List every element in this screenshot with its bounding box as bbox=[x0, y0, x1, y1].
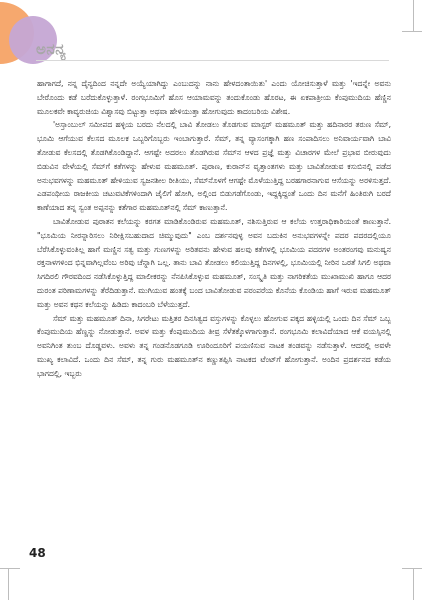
body-paragraph: ಬಾವಿತೋಡುವ ಪುರಾತನ ಕಲೆಯನ್ನು ಕರಗತ ಮಾಡಿಕೊಂಡಿರುವ ಮಹಮೂತ್, ನಶಿಸುತ್ತಿರುವ ಆ ಕಲೆಯ ಉತ್ತರಾಧಿಕಾರಿಯಂತೆ ಕಾಣುತ್ತಾನೆ. "ಭೂಮಿಯ ನೀರನ್ನಾರಿಸಲು ನಿರೀಕ್ಷಿಸಬಹುದಾದ ಚಿಮ್ಮುವುದು" ಎಂಬ ದರ್ಶನವುಳ್ಳ ಅವನ ಬದುಕಿನ ಅನುಭವಗಳನ್ನೇ ಪದರ ಪದರದಲ್ಲಿಯೂ ಬೆರೆಸಿಕೊಳ್ಳುವಂತಿಲ್ಲ ಹಾಗೆ ಮಣ್ಣಿನ ಸತ್ವ ಮತ್ತು ಗುಣಗಳನ್ನು ಅರಿತವನು ಹೇಳುವ ಹಲವು ಕತೆಗಳಲ್ಲಿ ಭೂಮಿಯ ಪದರಗಳ ಅಂತರಂಗವು ಮನುಷ್ಯನ ರಕ್ತನಾಳಗಳಿಂದ ಭಿನ್ನವಾಗಿಲ್ಲವೆಂಬ ಅರಿವು ಚೆನ್ನಾಗಿ ಒಲ್ಲ. ತಾನು ಬಾವಿ ತೋಡಲು ಕಲಿಯುತ್ತಿದ್ದ ದಿನಗಳಲ್ಲಿ, ಭೂಮಿಯಲ್ಲಿ ನೀರಿನ ಒರತೆ ಸಿಗಲಿ ಅಥವಾ ಸಿಗದಿರಲಿ ಗೌರವದಿಂದ ನಡೆಸಿಕೊಳ್ಳುತ್ತಿದ್ದ ಮಾಲೀಕರನ್ನು ನೆನಪಿಸಿಕೊಳ್ಳುವ ಮಹಮೂತ್, ಸಂಸ್ಕೃತಿ ಮತ್ತು ನಾಗರಿಕತೆಯ ಮುಖಾಮುಖಿ ಹಾಗೂ ಆದರ ದುರಂತ ಪರಿಣಾಮಗಳನ್ನು ತೆರೆದಿಡುತ್ತಾನೆ. ಮುಗಿಯುವ ಹಂತಕ್ಕೆ ಬಂದ ಬಾವಿತೋಡುವ ಪರಂಪರೆಯ ಕೊನೆಯ ಕೊಂಡಿಯ ಹಾಗೆ ಇರುವ ಮಹಮೂತ್ ಮತ್ತು ಅವನ ಕಥನ ಕಲೆಯನ್ನು ಹಿಡಿದು ಕಾದಂಬರಿ ಬೆಳೆಯುತ್ತದೆ. bbox=[37, 216, 391, 309]
crop-mark-bottom-right bbox=[402, 568, 422, 569]
body-paragraph: ಹಾಗಾಗದೆ, ನನ್ನ ದೈನ್ಯದಿಂದ ನನ್ನದೇ ಅಯ್ಯೆಯಾಗಿದ್ದು ಎಂಬುದನ್ನು ನಾನು ಹೇಳದಂತಾಯಿತು' ಎಂದು ಯೋಚಿಸುತ್ತಾಳೆ ಮತ್ತು 'ಇದನ್ನೇ ಅವನು ಬೇರೊಂದು ಕಡೆ ಬರೆದುಕೊಳ್ಳುತ್ತಾಳೆ. ರಂಗಭೂಮಿಗೆ ಹೊಸ ಆಯಾಮವನ್ನು ತಂದುಕೊಂಡು ಹೊರಟ, ಈ ಏಕಪಾತ್ರೀಯ ಕೆಂಪುಮುದಿಯ ಹೆಣ್ಣಿನ ಮೂಲಕವೇ ಕಾವ್ಯರುಚಿಯ ವಿಶ್ವಾಸವು ಬಿಟ್ಟುತ್ತಾ ಅಥವಾ ಹೇಳಿಯುತ್ತಾ ಹೋಗುವುದು ಕಾದಂಬರಿಯ ವಿಶೇಷ. bbox=[37, 79, 391, 116]
crop-mark-bottom-left bbox=[8, 568, 9, 600]
body-text bbox=[37, 77, 391, 582]
crop-mark-bottom-left bbox=[0, 568, 20, 569]
crop-mark-top-right bbox=[402, 31, 422, 32]
running-header-title: ಅನನ್ಯ bbox=[36, 40, 67, 58]
crop-mark-top-right bbox=[413, 0, 414, 32]
header-divider bbox=[36, 60, 389, 61]
page-number: 48 bbox=[29, 546, 46, 560]
body-paragraph: ಸೆಮ್ ಮತ್ತು ಮಹಮೂತ್ ದಿನಾ, ಸಿಗರೇಟು ಮತ್ತಿತರ ದಿನಸಿತ್ವದ ವಸ್ತುಗಳನ್ನು ಕೊಳ್ಳಲು ಹೋಗುವ ಪಕ್ಕದ ಹಳ್ಳಿಯಲ್ಲಿ ಒಂದು ದಿನ ಸೆಮ್ ಒಬ್ಬ ಕೆಂಪುಮುದಿಯ ಹೆಣ್ಣನ್ನು ನೋಡುತ್ತಾನೆ. ಅವಳ ಮತ್ತು ಕೆಂಪುಮುದಿಯ ತೀವ್ರ ಸೆಳೆತಕ್ಕೊಳಗಾಗುತ್ತಾನೆ. ರಂಗಭೂಮಿ ಕಲಾವಿದೆಯಾದ ಆಕೆ ವಯಸ್ಸಿನಲ್ಲಿ ಅವನಿಗಿಂತ ತುಂಬ ದೊಡ್ಡವಳು. ಅವಳು ತನ್ನ ಗಂಡನೊಡಗೂಡಿ ಊರಿಂದೂರಿಗೆ ಪಯಣಿಸುವ ನಾಟಕ ತಂಡವನ್ನು ನಡೆಸುತ್ತಾಳೆ. ಆದರಲ್ಲಿ ಅವಳೇ ಮುಖ್ಯ ಕಲಾವಿದೆ. ಒಂದು ದಿನ ಸೆಮ್, ತನ್ನ ಗುರು ಮಹಮೂತ್‌ನ ಕಣ್ಣುತಪ್ಪಿಸಿ ನಾಟಕದ ಟೆಂಟ್‌ಗೆ ಹೋಗುತ್ತಾನೆ. ಅಂದಿನ ಪ್ರದರ್ಶನದ ಕಡೆಯ ಭಾಗದಲ್ಲಿ, ಇಬ್ಬರು bbox=[37, 313, 391, 378]
body-paragraph: 'ಅಸ್ತಾಂಬುಲ್ ಸಮೀಪದ ಹಳ್ಳಿಯ ಬರದು ನೆಲದಲ್ಲಿ ಬಾವಿ ತೋಡಲು ತೊಡಗುವ ಮಾಸ್ಟರ್ ಮಹಮೂತ್ ಮತ್ತು ಹದಿನಾರರ ತರುಣ ಸೆಮ್, ಭೂಮಿ ಆಗೆಯುವ ಕೆಲಸದ ಮೂಲಕ ಒಬ್ಬರಿಗೊಬ್ಬರು ಇಂಬಾಗುತ್ತಾರೆ. ಸೆಮ್, ತನ್ನ ವ್ಯಾಸಂಗಕ್ಕಾಗಿ ಹಣ ಸಂಪಾದಿಸಲು ಅನಿವಾರ್ಯವಾಗಿ ಬಾವಿ ತೋಡುವ ಕೆಲಸದಲ್ಲಿ ತೊಡಗಿಕೊಂಡಿದ್ದಾನೆ. ಆಗಷ್ಟೇ ಅದರಲು ತೊಡಗಿರುವ ಸೆಮ್‌ನ ಆಳದ ಪ್ರಜ್ಞೆ ಮತ್ತು ವಿಚಾರಗಳ ಮೇಲೆ ಪ್ರಭಾವ ಬೀರುವುದು ಬಿಡುವಿನ ವೇಳೆಯಲ್ಲಿ ಸೆಮ್‌ಗೆ ಕತೆಗಳನ್ನು ಹೇಳುವ ಮಹಮೂತ್. ಪುರಾಣ, ಕುರಾನ್‌ನ ವೃತ್ತಾಂತಗಳು ಮತ್ತು ಬಾವಿತೋಡುವ ಕಸುಬಿನಲ್ಲಿ ಪಡೆದ ಅನುಭವಗಳನ್ನು ಮಹಮೂತ್ ಹೇಳಿಯುವ ಸ್ವಜನಶೀಲ ರೀತಿಯು, ಸೆಮ್‌ನೊಳಗೆ ಆಗಷ್ಟೇ ಮೊಳೆಯುತ್ತಿದ್ದ ಬರಹಗಾರನಾಗುವ ಆಸೆಯನ್ನು ಅರಳಿಸುತ್ತದೆ. ಎಡಪಂಥೀಯ ರಾಜಕೀಯ ಚಟುವಟಿಕೆಗಳಿಂದಾಗಿ ಜೈಲಿಗೆ ಹೋಗಿ, ಅಲ್ಲಿಂದ ಬಿಡುಗಡೆಗೊಂಡು, ಇದ್ದಕ್ಕಿದ್ದಂತೆ ಒಂದು ದಿನ ಮನೆಗೆ ಹಿಂತಿರುಗಿ ಬರದೆ ಕಾಣೆಯಾದ ತನ್ನ ಸ್ವಂತ ಅಪ್ಪನನ್ನು ಕತೆಗಾರ ಮಹಮೂತ್‌ನಲ್ಲಿ ಸೆಮ್ ಕಾಣುತ್ತಾನೆ. bbox=[37, 120, 391, 213]
crop-mark-bottom-right bbox=[413, 568, 414, 600]
